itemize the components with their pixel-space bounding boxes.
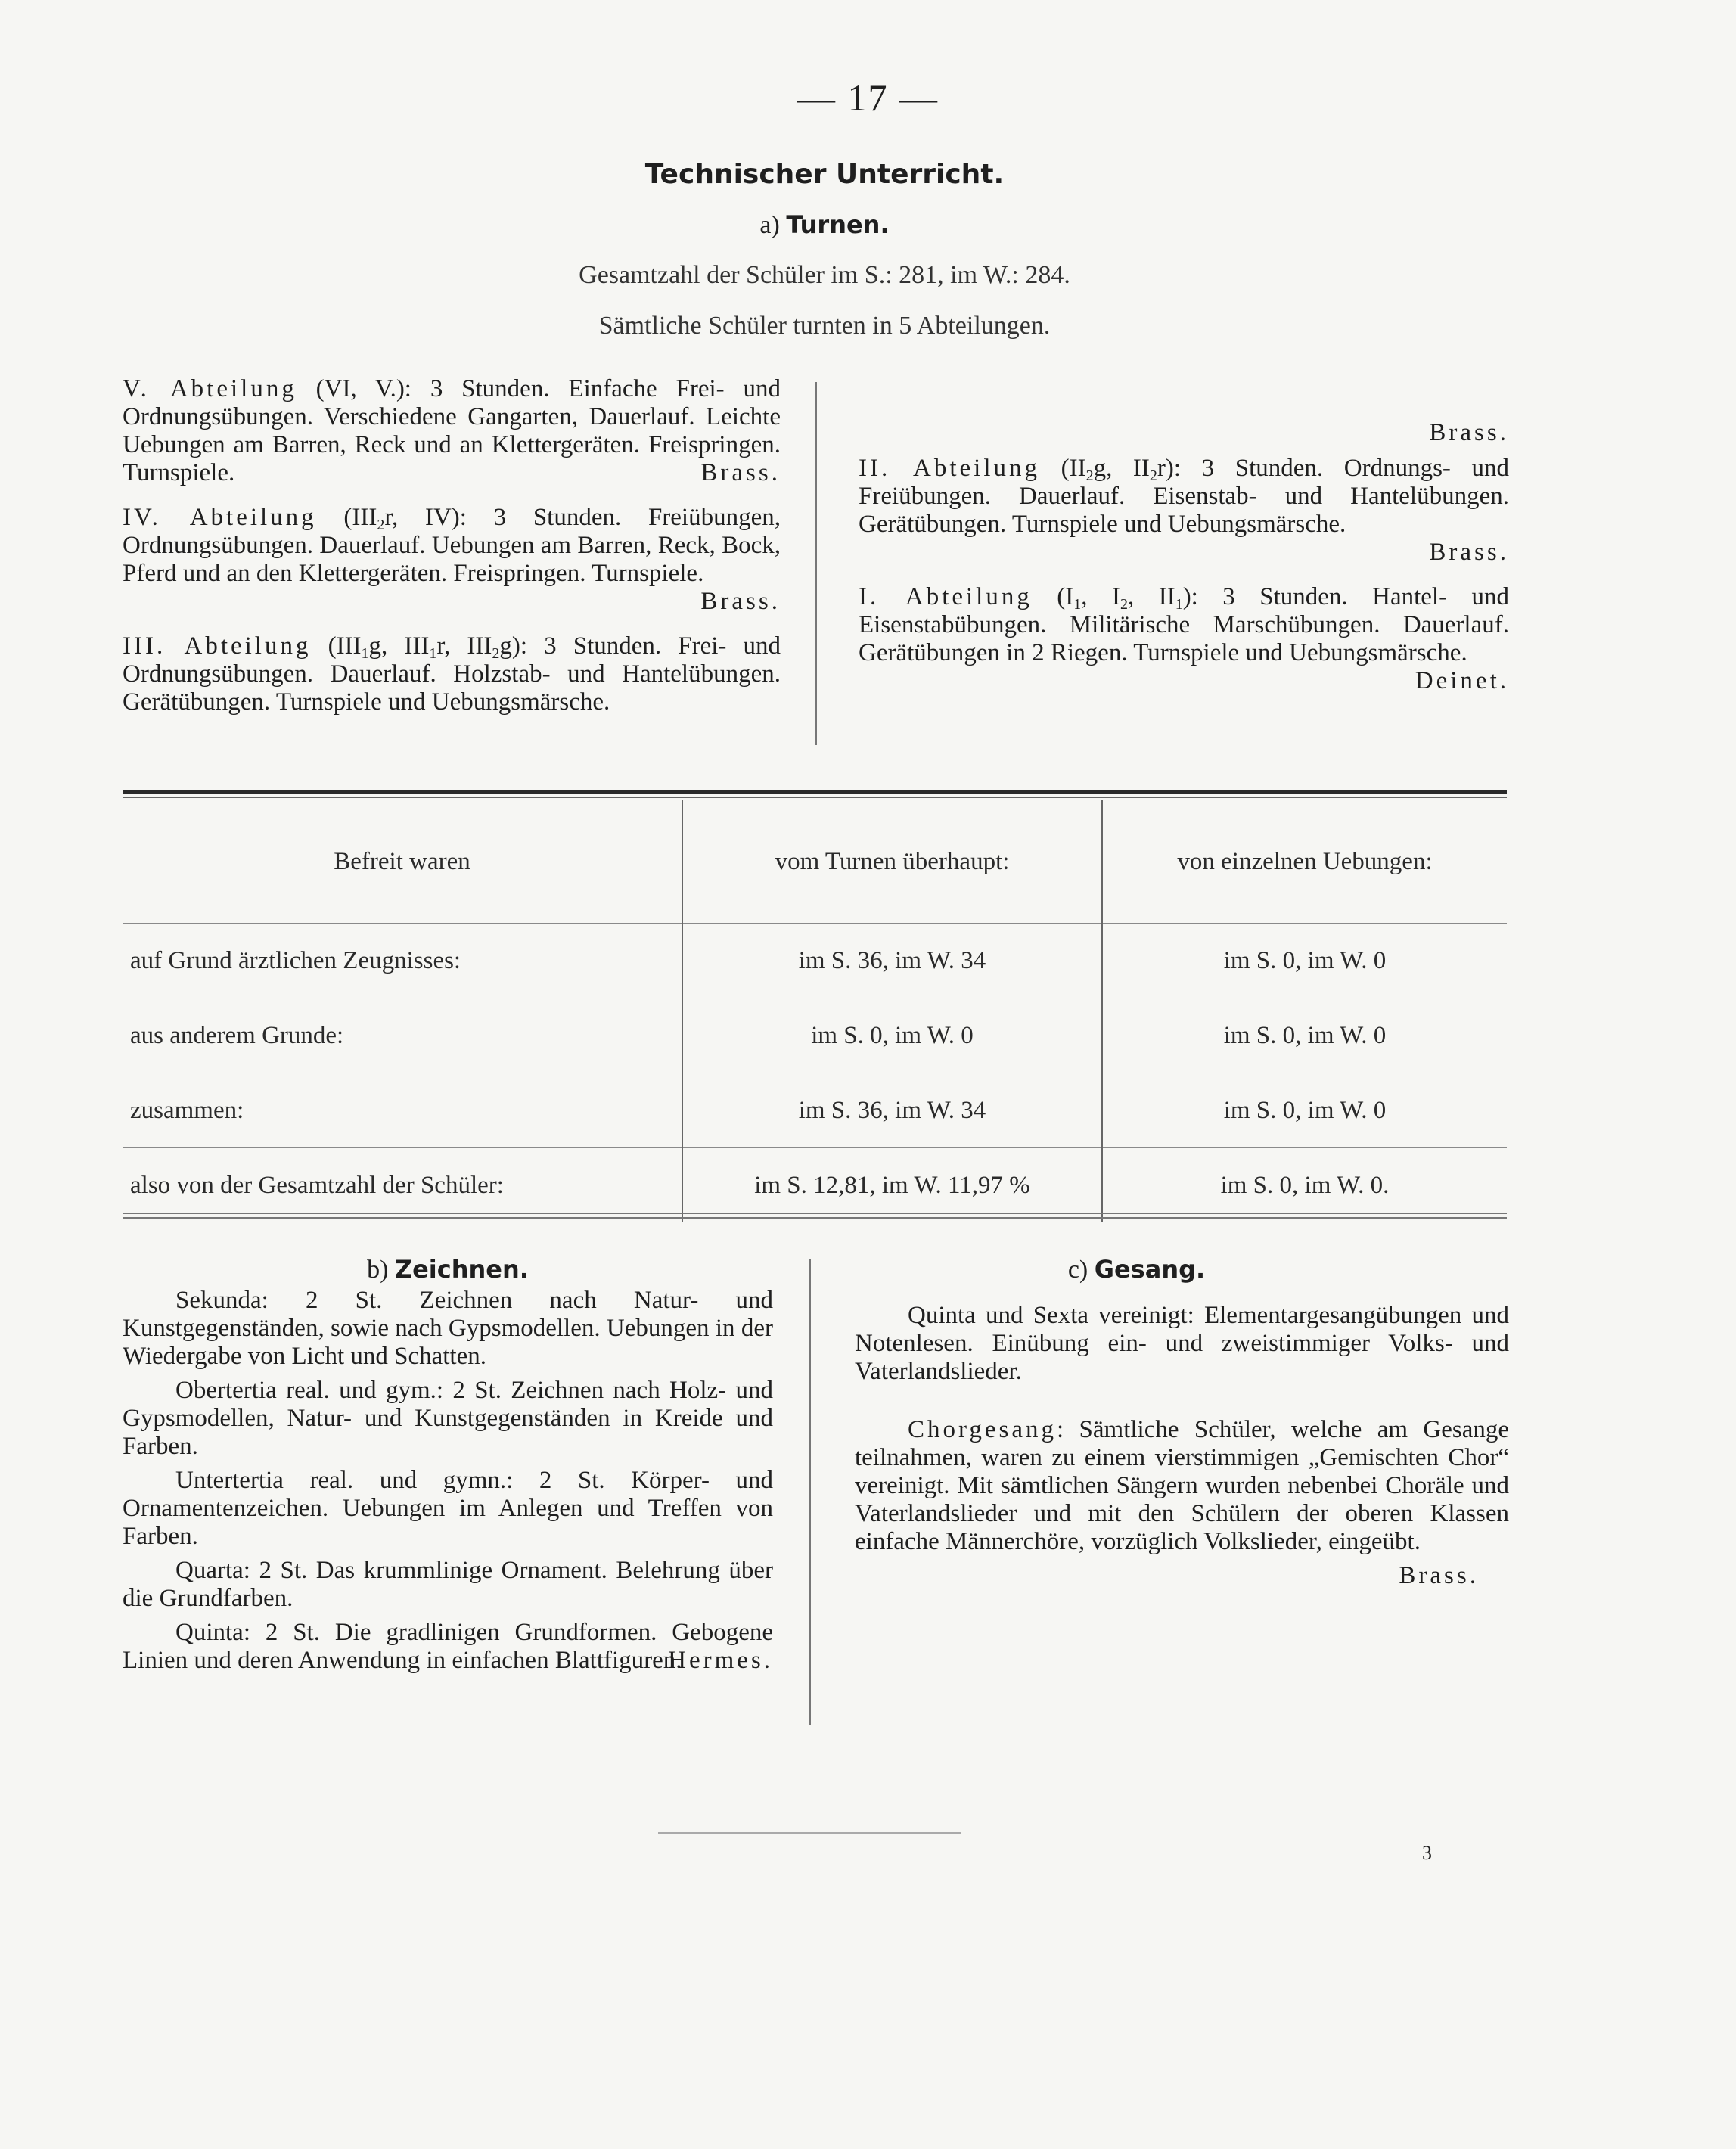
gesang-heading-text: Gesang. <box>1094 1255 1206 1284</box>
abteilung-ii-sub1: 2 <box>1085 467 1094 484</box>
total-students-line: Gesamtzahl der Schüler im S.: 281, im W.: 284. <box>579 261 1070 289</box>
abteilung-iv-sub: 2 <box>377 517 385 533</box>
table-cell: im S. 12,81, im W. 11,97 % <box>682 1148 1102 1223</box>
table-top-rule-thin <box>123 797 1507 798</box>
abteilung-i-text-c: , II <box>1128 583 1175 610</box>
column-divider-turnen <box>815 382 817 745</box>
gesang-column <box>855 1256 1509 1590</box>
zeichnen-heading <box>123 1256 773 1284</box>
turnen-heading-text: Turnen. <box>786 210 890 239</box>
abteilung-iii-text-c: r, III <box>436 632 492 660</box>
table-cell: im S. 36, im W. 34 <box>682 924 1102 998</box>
table-row <box>123 924 1507 998</box>
abteilung-v-label: V. Abteilung <box>123 375 297 402</box>
zeichnen-column <box>123 1256 773 1675</box>
abteilung-iii-teacher: Brass. <box>1429 419 1509 446</box>
abteilung-i-text-d: ): 3 Stunden. Hantel- und Eisenstabübungen. Militärische Marschübungen. Dauerlauf. Gerätübungen in 2 Riegen. Turnspiele und Uebungsmärsche. <box>859 583 1510 666</box>
abteilung-ii-text-c: r): 3 Stunden. Ordnungs- und Freiübungen. Dauerlauf. Eisenstab- und Hantelübungen. Gerätübungen. Turnspiele und Uebungsmärsche. <box>859 455 1510 538</box>
abteilung-iii-sub1: 1 <box>361 645 369 662</box>
abteilung-i-label: I. Abteilung <box>859 583 1033 610</box>
abteilung-ii-teacher: Brass. <box>1429 539 1509 566</box>
signature-mark: 3 <box>1422 1842 1432 1864</box>
zeichnen-heading-text: Zeichnen. <box>394 1255 529 1284</box>
gesang-paragraph-1: Quinta und Sexta vereinigt: Elementargesangübungen und Notenlesen. Einübung ein- und zweistimmiger Volks- und Vaterlandslieder. <box>855 1302 1509 1385</box>
abteilung-ii-label: II. Abteilung <box>859 455 1040 482</box>
table-cell: also von der Gesamtzahl der Schüler: <box>130 1171 504 1199</box>
table-header-row <box>123 800 1507 924</box>
abteilung-i-text-a: (I <box>1032 583 1074 610</box>
table-cell: im S. 0, im W. 0. <box>1102 1148 1507 1223</box>
abteilung-i-teacher: Deinet. <box>1415 667 1509 694</box>
abteilung-iii-sub2: 1 <box>429 645 437 662</box>
table-cell: im S. 0, im W. 0 <box>1102 998 1507 1073</box>
table-header-cell: von einzelnen Uebungen: <box>1102 800 1507 924</box>
table-top-rule <box>123 790 1507 794</box>
footer-rule <box>658 1832 961 1834</box>
abteilung-iii-text-b: g, III <box>368 632 430 660</box>
table-cell: auf Grund ärztlichen Zeugnisses: <box>123 924 682 998</box>
zeichnen-paragraph: Untertertia real. und gymn.: 2 St. Körper- und Ornamentenzeichen. Uebungen im Anlegen und Treffen von Farben. <box>123 1467 773 1550</box>
turnen-right-column <box>859 375 1509 712</box>
table-bottom-rule-2 <box>123 1217 1507 1219</box>
zeichnen-paragraph: Obertertia real. und gym.: 2 St. Zeichnen nach Holz- und Gypsmodellen, Natur- und Kunstgegenständen in Kreide und Farben. <box>123 1377 773 1460</box>
abteilung-ii-text-a: (II <box>1040 455 1086 482</box>
table-row <box>123 1148 1507 1223</box>
abteilung-iv-label: IV. Abteilung <box>123 504 317 531</box>
abteilung-iv-text-b: r, IV): 3 Stunden. Freiübungen, Ordnungsübungen. Dauerlauf. Uebungen am Barren, Reck, Bock, Pferd und an den Klettergeräten. Freispringen. Turnspiele. <box>123 504 781 587</box>
abteilung-ii <box>859 455 1509 567</box>
gesang-heading <box>855 1256 1509 1284</box>
zeichnen-heading-prefix: b) <box>367 1256 389 1284</box>
turnen-left-column <box>123 375 781 733</box>
abteilung-v <box>123 375 781 487</box>
abteilung-iii-sub3: 2 <box>492 645 500 662</box>
table-cell: im S. 0, im W. 0 <box>1102 924 1507 998</box>
section-title: Technischer Unterricht. <box>644 159 1005 190</box>
table-bottom-rule <box>123 1213 1507 1214</box>
table-cell: im S. 0, im W. 0 <box>682 998 1102 1073</box>
abteilung-iv <box>123 504 781 616</box>
chorgesang-text: : Sämtliche Schüler, welche am Gesange teilnahmen, waren zu einem vierstimmigen „Gemischten Chor“ vereinigt. Mit sämtlichen Sängern wurden nebenbei Choräle und Vaterlandslieder und mit den Schülern der oberen Klassen einfache Männerchöre, vorzüglich Volkslieder, eingeübt. <box>855 1416 1509 1555</box>
page-number: — 17 — <box>797 76 939 119</box>
abteilung-iii <box>123 632 781 716</box>
table-row <box>123 998 1507 1073</box>
zeichnen-paragraph: Sekunda: 2 St. Zeichnen nach Natur- und Kunstgegenständen, sowie nach Gypsmodellen. Uebungen in der Wiedergabe von Licht und Schatten. <box>123 1287 773 1370</box>
abteilung-iii-text-a: (III <box>311 632 362 660</box>
abteilung-i <box>859 583 1509 695</box>
gesang-heading-prefix: c) <box>1067 1256 1088 1284</box>
abteilung-i-text-b: , I <box>1081 583 1120 610</box>
table-header-cell: vom Turnen überhaupt: <box>682 800 1102 924</box>
exemption-table <box>123 800 1507 1222</box>
abteilung-ii-text-b: g, II <box>1093 455 1150 482</box>
turnen-heading <box>0 210 1649 240</box>
turnen-heading-prefix: a) <box>759 211 780 239</box>
abteilung-v-teacher: Brass. <box>700 459 781 486</box>
table-row <box>123 1073 1507 1148</box>
table-cell: im S. 0, im W. 0 <box>1102 1073 1507 1148</box>
table-cell: zusammen: <box>123 1073 682 1148</box>
abteilung-iii-text-d: g): 3 Stunden. Frei- und Ordnungsübungen. Dauerlauf. Holzstab- und Hantelübungen. Gerätübungen. Turnspiele und Uebungsmärsche. <box>123 632 781 716</box>
gesang-teacher: Brass. <box>1399 1562 1479 1589</box>
abteilung-i-sub1: 1 <box>1073 596 1082 613</box>
divisions-line: Sämtliche Schüler turnten in 5 Abteilungen. <box>598 312 1051 340</box>
abteilung-iv-text-a: (III <box>316 504 377 531</box>
abteilung-ii-sub2: 2 <box>1149 467 1157 484</box>
abteilung-iii-teacher-row <box>859 419 1509 447</box>
table-cell: im S. 36, im W. 34 <box>682 1073 1102 1148</box>
zeichnen-paragraph: Quarta: 2 St. Das krummlinige Ornament. Belehrung über die Grundfarben. <box>123 1557 773 1612</box>
zeichnen-teacher: Hermes. <box>668 1647 773 1674</box>
abteilung-iii-label: III. Abteilung <box>123 632 312 660</box>
abteilung-i-sub2: 2 <box>1120 596 1128 613</box>
table-cell: aus anderem Grunde: <box>123 998 682 1073</box>
chorgesang-label: Chorgesang <box>908 1416 1057 1443</box>
abteilung-iv-teacher: Brass. <box>700 588 781 615</box>
table-header-cell: Befreit waren <box>123 800 682 924</box>
abteilung-v-text: (VI, V.): 3 Stunden. Einfache Frei- und Ordnungsübungen. Verschiedene Gangarten, Dauerlauf. Leichte Uebungen am Barren, Reck und an Klettergeräten. Freispringen. Turnspiele. <box>123 375 781 486</box>
gesang-paragraph-2 <box>855 1416 1509 1556</box>
column-divider-lower <box>809 1259 811 1725</box>
abteilung-i-sub3: 1 <box>1175 596 1183 613</box>
zeichnen-paragraph: Quinta: 2 St. Die gradlinigen Grundformen. Gebogene Linien und deren Anwendung in einfachen Blattfiguren. <box>123 1619 773 1674</box>
